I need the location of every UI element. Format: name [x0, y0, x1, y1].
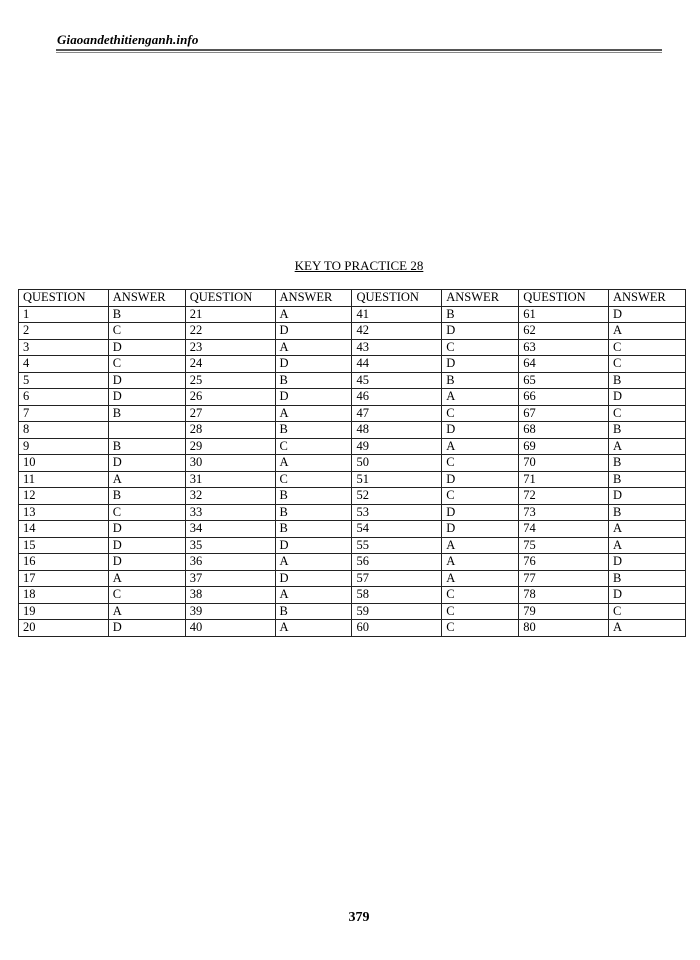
answer-cell: C [108, 356, 185, 373]
question-number-cell: 65 [519, 372, 609, 389]
question-number-cell: 56 [352, 554, 442, 571]
question-number-cell: 75 [519, 537, 609, 554]
answer-cell: B [275, 488, 352, 505]
answer-cell: D [442, 356, 519, 373]
question-number-cell: 55 [352, 537, 442, 554]
question-number-cell: 16 [19, 554, 109, 571]
answer-cell: B [608, 422, 685, 439]
table-row [19, 306, 686, 323]
answer-cell: A [275, 306, 352, 323]
header-rule [56, 49, 662, 53]
question-number-cell: 34 [185, 521, 275, 538]
question-number-cell: 22 [185, 323, 275, 340]
question-number-cell: 40 [185, 620, 275, 637]
question-number-cell: 12 [19, 488, 109, 505]
question-number-cell: 18 [19, 587, 109, 604]
answer-cell: A [275, 405, 352, 422]
table-row [19, 488, 686, 505]
table-row [19, 323, 686, 340]
question-number-cell: 51 [352, 471, 442, 488]
answer-cell: B [275, 521, 352, 538]
question-number-cell: 21 [185, 306, 275, 323]
question-number-cell: 30 [185, 455, 275, 472]
answer-cell: D [275, 323, 352, 340]
answer-cell: B [608, 570, 685, 587]
question-number-cell: 41 [352, 306, 442, 323]
question-number-cell: 53 [352, 504, 442, 521]
answer-cell: D [108, 554, 185, 571]
answer-cell: C [275, 471, 352, 488]
question-number-cell: 74 [519, 521, 609, 538]
answer-cell: B [275, 603, 352, 620]
answer-cell: D [108, 455, 185, 472]
answer-cell: C [608, 405, 685, 422]
question-number-cell: 50 [352, 455, 442, 472]
question-number-cell: 24 [185, 356, 275, 373]
table-row [19, 389, 686, 406]
table-row [19, 570, 686, 587]
table-body [19, 306, 686, 636]
question-number-cell: 29 [185, 438, 275, 455]
column-header: ANSWER [275, 290, 352, 307]
question-number-cell: 47 [352, 405, 442, 422]
question-number-cell: 13 [19, 504, 109, 521]
answer-cell: A [108, 603, 185, 620]
question-number-cell: 23 [185, 339, 275, 356]
question-number-cell: 38 [185, 587, 275, 604]
question-number-cell: 20 [19, 620, 109, 637]
answer-cell: A [442, 554, 519, 571]
question-number-cell: 67 [519, 405, 609, 422]
table-row [19, 603, 686, 620]
answer-cell: A [442, 438, 519, 455]
answer-cell: D [442, 504, 519, 521]
answer-cell: D [275, 356, 352, 373]
question-number-cell: 5 [19, 372, 109, 389]
question-number-cell: 64 [519, 356, 609, 373]
answer-cell: B [108, 488, 185, 505]
question-number-cell: 59 [352, 603, 442, 620]
question-number-cell: 44 [352, 356, 442, 373]
question-number-cell: 4 [19, 356, 109, 373]
answer-cell: A [442, 570, 519, 587]
question-number-cell: 28 [185, 422, 275, 439]
question-number-cell: 17 [19, 570, 109, 587]
answer-cell: D [608, 587, 685, 604]
question-number-cell: 2 [19, 323, 109, 340]
column-header: ANSWER [442, 290, 519, 307]
question-number-cell: 62 [519, 323, 609, 340]
answer-cell: A [608, 323, 685, 340]
table-header-row [19, 290, 686, 307]
header-site-name: Giaoandethitienganh.info [57, 32, 199, 47]
question-number-cell: 42 [352, 323, 442, 340]
answer-cell: A [608, 537, 685, 554]
answer-cell: B [442, 372, 519, 389]
table-row [19, 372, 686, 389]
table-row [19, 422, 686, 439]
answer-cell: C [442, 405, 519, 422]
answer-cell [108, 422, 185, 439]
question-number-cell: 73 [519, 504, 609, 521]
answer-cell: C [608, 339, 685, 356]
question-number-cell: 3 [19, 339, 109, 356]
question-number-cell: 6 [19, 389, 109, 406]
question-number-cell: 26 [185, 389, 275, 406]
answer-cell: A [275, 554, 352, 571]
question-number-cell: 19 [19, 603, 109, 620]
question-number-cell: 58 [352, 587, 442, 604]
answer-cell: A [442, 389, 519, 406]
table-row [19, 405, 686, 422]
table-row [19, 587, 686, 604]
table-row [19, 471, 686, 488]
question-number-cell: 7 [19, 405, 109, 422]
question-number-cell: 8 [19, 422, 109, 439]
answer-cell: B [275, 504, 352, 521]
question-number-cell: 39 [185, 603, 275, 620]
question-number-cell: 76 [519, 554, 609, 571]
question-number-cell: 80 [519, 620, 609, 637]
answer-cell: A [275, 587, 352, 604]
answer-cell: B [608, 455, 685, 472]
answer-cell: C [608, 356, 685, 373]
answer-cell: B [275, 372, 352, 389]
question-number-cell: 14 [19, 521, 109, 538]
answer-cell: D [608, 554, 685, 571]
question-number-cell: 15 [19, 537, 109, 554]
question-number-cell: 49 [352, 438, 442, 455]
column-header: ANSWER [108, 290, 185, 307]
question-number-cell: 33 [185, 504, 275, 521]
answer-cell: A [275, 339, 352, 356]
question-number-cell: 57 [352, 570, 442, 587]
answer-cell: A [275, 455, 352, 472]
answer-cell: A [275, 620, 352, 637]
answer-cell: D [108, 521, 185, 538]
answer-cell: D [275, 537, 352, 554]
column-header: QUESTION [185, 290, 275, 307]
answer-cell: C [108, 323, 185, 340]
answer-key-table [18, 289, 686, 637]
answer-cell: D [275, 570, 352, 587]
question-number-cell: 45 [352, 372, 442, 389]
question-number-cell: 32 [185, 488, 275, 505]
answer-cell: A [108, 471, 185, 488]
question-number-cell: 1 [19, 306, 109, 323]
answer-cell: B [608, 504, 685, 521]
answer-cell: C [442, 455, 519, 472]
column-header: QUESTION [19, 290, 109, 307]
answer-cell: D [108, 620, 185, 637]
answer-cell: B [608, 471, 685, 488]
question-number-cell: 66 [519, 389, 609, 406]
answer-cell: C [442, 587, 519, 604]
question-number-cell: 71 [519, 471, 609, 488]
answer-cell: B [108, 306, 185, 323]
answer-cell: D [442, 323, 519, 340]
table-row [19, 356, 686, 373]
question-number-cell: 52 [352, 488, 442, 505]
table-row [19, 620, 686, 637]
answer-cell: D [442, 471, 519, 488]
question-number-cell: 46 [352, 389, 442, 406]
answer-cell: C [442, 603, 519, 620]
table-row [19, 504, 686, 521]
question-number-cell: 77 [519, 570, 609, 587]
answer-cell: A [608, 620, 685, 637]
page-title: KEY TO PRACTICE 28 [294, 258, 424, 273]
answer-cell: D [608, 389, 685, 406]
table-row [19, 521, 686, 538]
table-row [19, 339, 686, 356]
question-number-cell: 11 [19, 471, 109, 488]
answer-cell: D [108, 537, 185, 554]
question-number-cell: 79 [519, 603, 609, 620]
question-number-cell: 72 [519, 488, 609, 505]
question-number-cell: 69 [519, 438, 609, 455]
answer-cell: B [442, 306, 519, 323]
column-header: QUESTION [519, 290, 609, 307]
question-number-cell: 70 [519, 455, 609, 472]
answer-cell: A [608, 521, 685, 538]
answer-cell: D [608, 488, 685, 505]
question-number-cell: 25 [185, 372, 275, 389]
question-number-cell: 61 [519, 306, 609, 323]
question-number-cell: 35 [185, 537, 275, 554]
answer-cell: D [275, 389, 352, 406]
answer-cell: C [108, 504, 185, 521]
column-header: ANSWER [608, 290, 685, 307]
question-number-cell: 36 [185, 554, 275, 571]
question-number-cell: 63 [519, 339, 609, 356]
page-number: 379 [348, 910, 370, 925]
answer-cell: B [275, 422, 352, 439]
table-row [19, 455, 686, 472]
answer-cell: C [275, 438, 352, 455]
table-row [19, 438, 686, 455]
question-number-cell: 60 [352, 620, 442, 637]
answer-cell: C [108, 587, 185, 604]
answer-cell: C [442, 488, 519, 505]
table-row [19, 554, 686, 571]
answer-cell: B [108, 405, 185, 422]
table-row [19, 537, 686, 554]
answer-cell: C [442, 620, 519, 637]
column-header: QUESTION [352, 290, 442, 307]
answer-cell: B [108, 438, 185, 455]
answer-cell: D [442, 521, 519, 538]
answer-cell: D [108, 372, 185, 389]
answer-cell: B [608, 372, 685, 389]
question-number-cell: 68 [519, 422, 609, 439]
question-number-cell: 78 [519, 587, 609, 604]
answer-cell: A [442, 537, 519, 554]
answer-cell: D [442, 422, 519, 439]
answer-cell: C [608, 603, 685, 620]
question-number-cell: 43 [352, 339, 442, 356]
answer-cell: C [442, 339, 519, 356]
question-number-cell: 27 [185, 405, 275, 422]
answer-cell: D [608, 306, 685, 323]
question-number-cell: 48 [352, 422, 442, 439]
answer-cell: A [608, 438, 685, 455]
question-number-cell: 9 [19, 438, 109, 455]
answer-cell: D [108, 339, 185, 356]
question-number-cell: 54 [352, 521, 442, 538]
question-number-cell: 37 [185, 570, 275, 587]
question-number-cell: 10 [19, 455, 109, 472]
question-number-cell: 31 [185, 471, 275, 488]
answer-cell: A [108, 570, 185, 587]
answer-cell: D [108, 389, 185, 406]
